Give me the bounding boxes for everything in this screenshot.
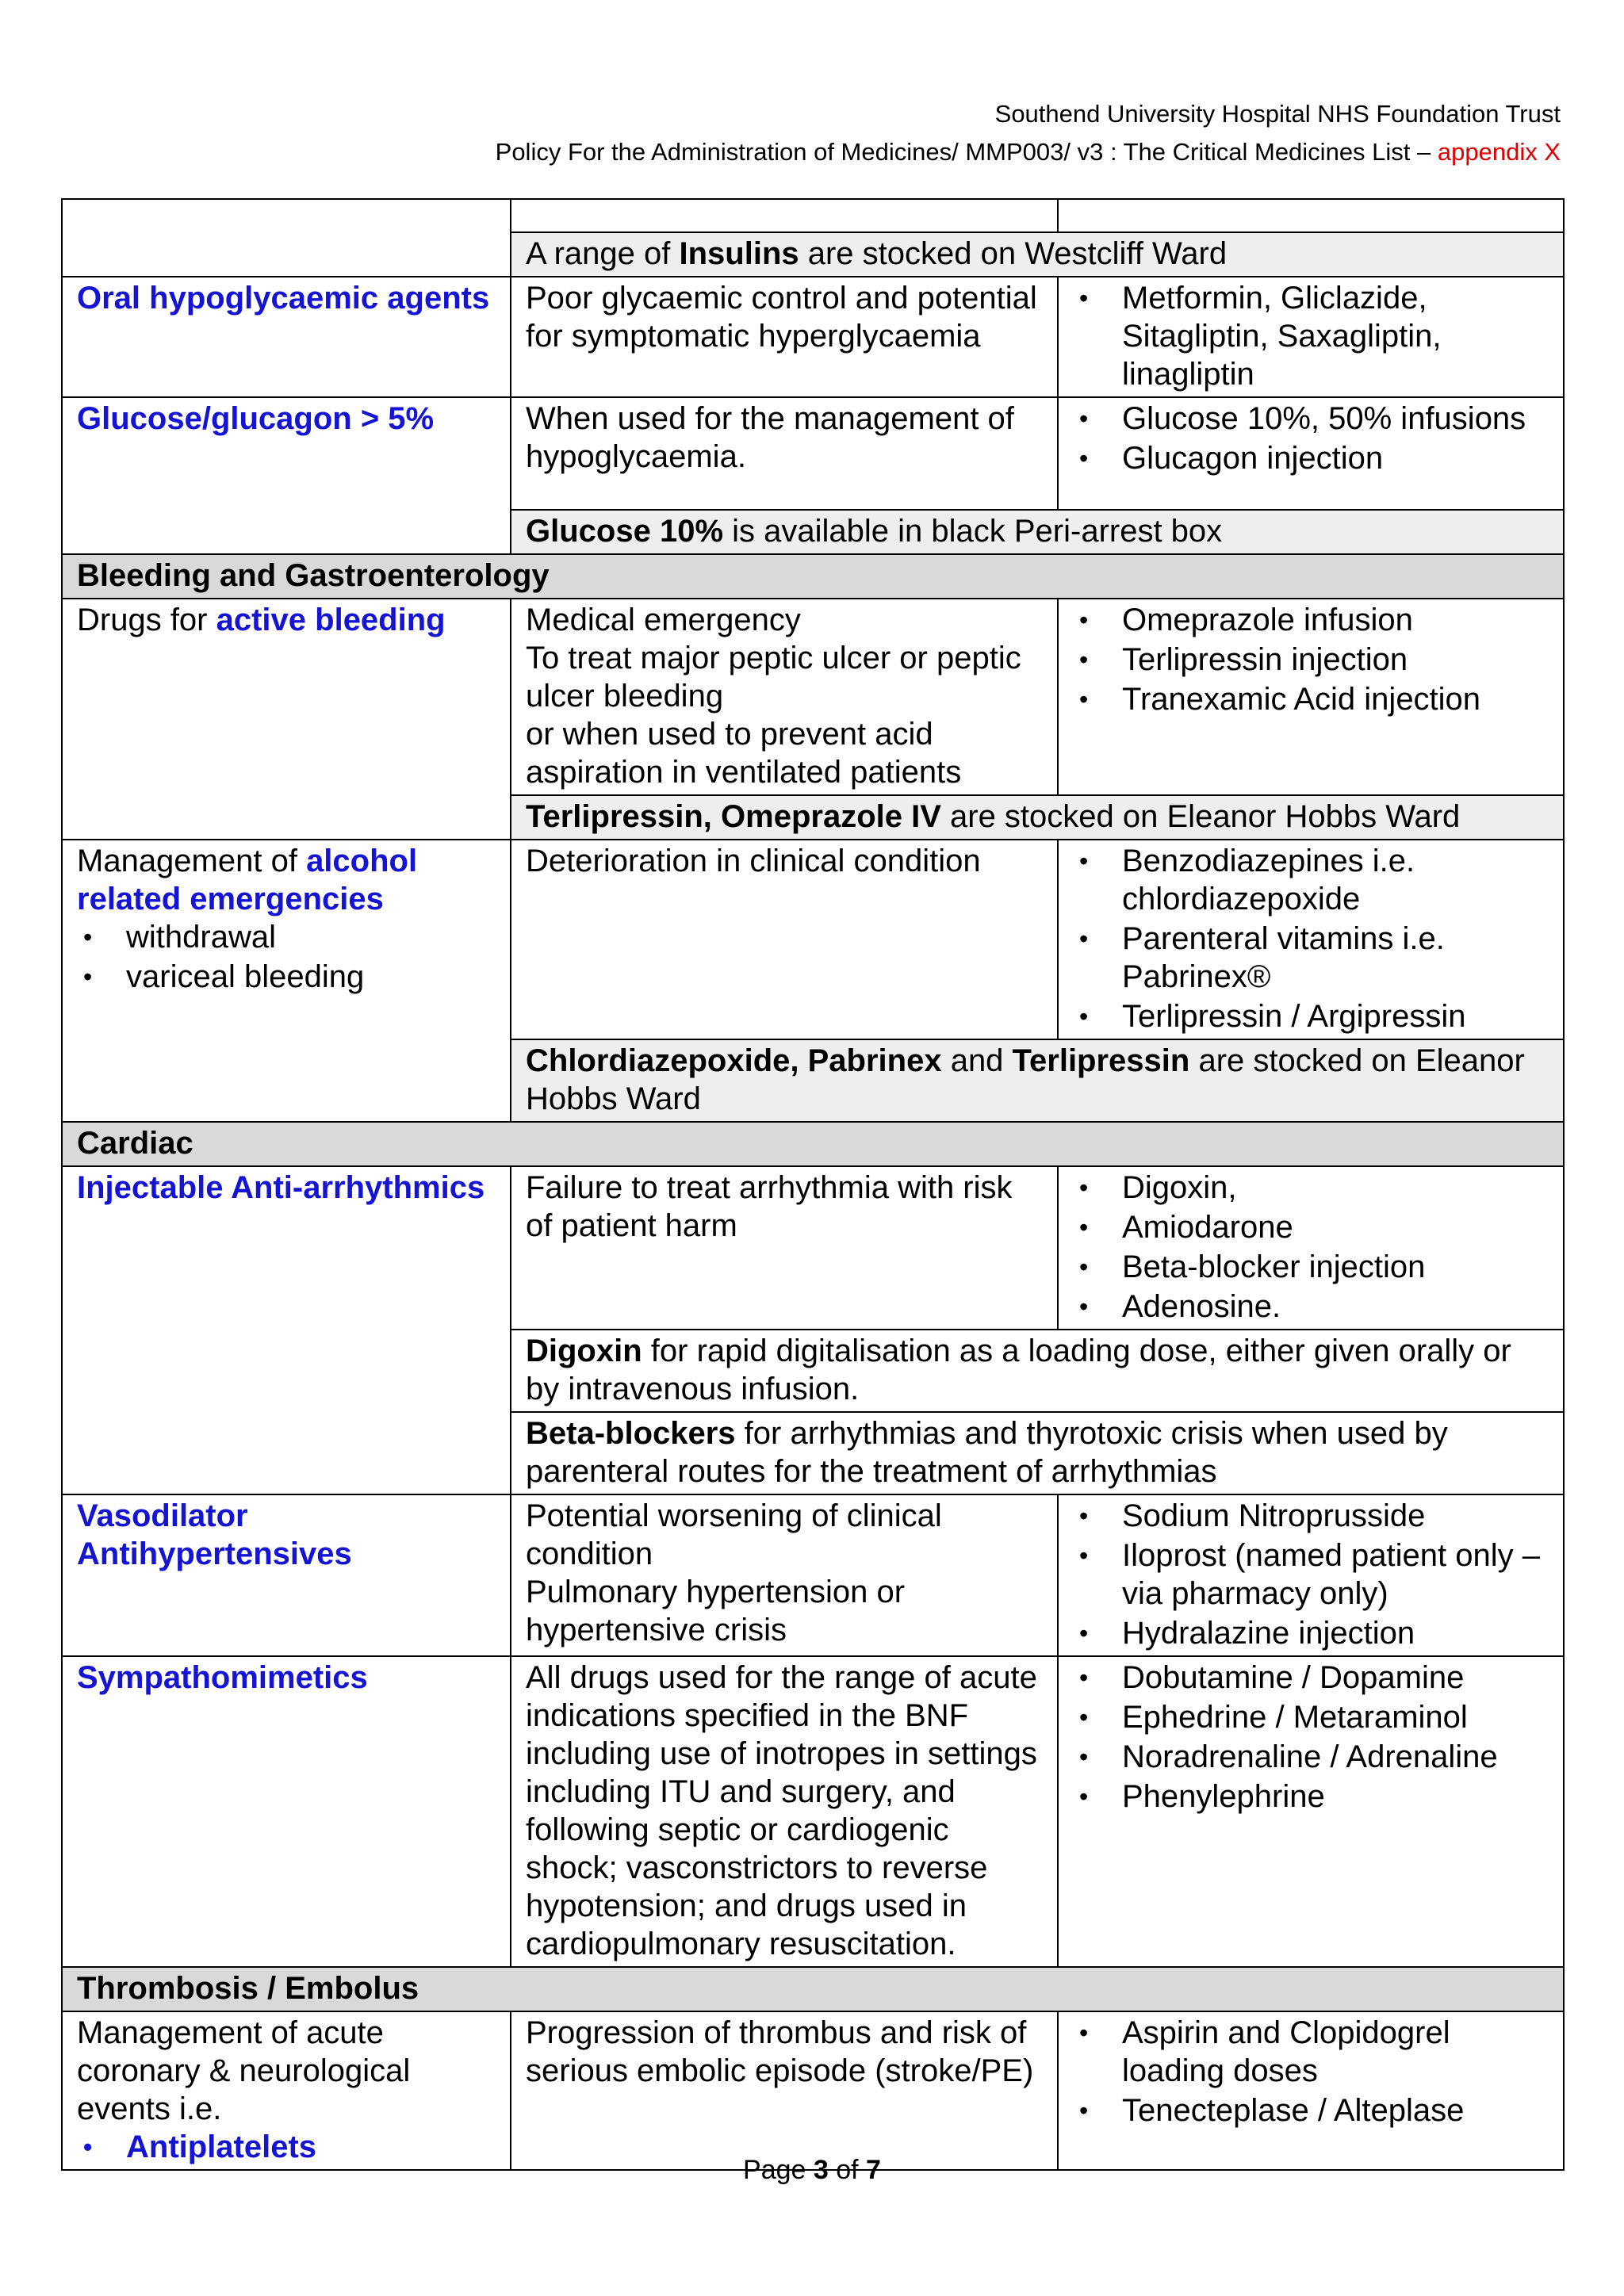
- examples-cell: [1058, 840, 1564, 1039]
- consequence-cell: All drugs used for the range of acute indications specified in the BNF including use of inotropes in settings including ITU and surgery, and following septic or cardiogenic shock; vasconstrictors to reverse hypotension; and drugs used in cardiopulmonary resuscitation.: [511, 1656, 1058, 1967]
- list-item: • Benzodiazepines i.e. chlordiazepoxide: [1073, 842, 1550, 918]
- list-item: • Digoxin,: [1073, 1169, 1550, 1207]
- examples-cell: [1058, 2011, 1564, 2170]
- table-row: [62, 840, 1564, 1039]
- list-item: • Dobutamine / Dopamine: [1073, 1659, 1550, 1697]
- consequence-cell: Medical emergency To treat major peptic ulcer or peptic ulcer bleeding or when used to prevent acid aspiration in ventilated patients: [511, 599, 1058, 795]
- table-row: [62, 1494, 1564, 1656]
- table-row: [62, 2011, 1564, 2170]
- section-title-bleeding: Bleeding and Gastroenterology: [62, 554, 1564, 599]
- list-item: • Iloprost (named patient only –via pharmacy only): [1073, 1536, 1550, 1613]
- policy-title-text: Policy For the Administration of Medicines/ MMP003/ v3 : The Critical Medicines List –: [495, 138, 1438, 166]
- drug-class-acute-coronary: Management of acute coronary & neurological events i.e. • Antiplatelets: [62, 2011, 511, 2170]
- list-item: • Amiodarone: [1073, 1208, 1550, 1246]
- examples-cell: [1058, 599, 1564, 795]
- section-header-row: [62, 554, 1564, 599]
- cell-blank: [62, 199, 511, 277]
- insulin-stock-note: A range of Insulins are stocked on Westcliff Ward: [511, 232, 1564, 277]
- list-item: • Beta-blocker injection: [1073, 1248, 1550, 1286]
- list-item: • Aspirin and Clopidogrel loading doses: [1073, 2014, 1550, 2090]
- section-header-row: [62, 1967, 1564, 2011]
- examples-cell: [1058, 397, 1564, 510]
- beta-blockers-note: Beta-blockers for arrhythmias and thyrotoxic crisis when used by parenteral routes for the treatment of arrhythmias: [511, 1412, 1564, 1494]
- consequence-cell: Poor glycaemic control and potential for symptomatic hyperglycaemia: [511, 277, 1058, 397]
- examples-cell: [1058, 1494, 1564, 1656]
- examples-cell: [1058, 277, 1564, 397]
- drug-class-glucose-glucagon: Glucose/glucagon > 5%: [62, 397, 511, 554]
- examples-cell: [1058, 1166, 1564, 1330]
- consequence-cell: Progression of thrombus and risk of serious embolic episode (stroke/PE): [511, 2011, 1058, 2170]
- page-footer: Page 3 of 7: [743, 2155, 881, 2185]
- active-bleeding-note: Terlipressin, Omeprazole IV are stocked on Eleanor Hobbs Ward: [511, 795, 1564, 840]
- table-row: [62, 1656, 1564, 1967]
- list-item: • Glucagon injection: [1073, 439, 1550, 477]
- list-item: • Sodium Nitroprusside: [1073, 1497, 1550, 1535]
- list-item: • Tenecteplase / Alteplase: [1073, 2091, 1550, 2130]
- drug-class-oral-hypoglycaemic: Oral hypoglycaemic agents: [62, 277, 511, 397]
- consequence-cell: Deterioration in clinical condition: [511, 840, 1058, 1039]
- drug-class-sympathomimetics: Sympathomimetics: [62, 1656, 511, 1967]
- list-item: • Terlipressin / Argipressin: [1073, 997, 1550, 1035]
- drug-class-active-bleeding: Drugs for active bleeding: [62, 599, 511, 840]
- list-item: • Terlipressin injection: [1073, 641, 1550, 679]
- table-row: [62, 277, 1564, 397]
- drug-class-alcohol-emergencies: Management of alcohol related emergencies • withdrawal • variceal bleeding: [62, 840, 511, 1122]
- header-policy-title: [496, 138, 1561, 166]
- examples-cell: [1058, 1656, 1564, 1967]
- list-item: • Noradrenaline / Adrenaline: [1073, 1738, 1550, 1776]
- current-page-number: 3: [813, 2155, 829, 2185]
- list-item: • Ephedrine / Metaraminol: [1073, 1698, 1550, 1736]
- table-row: [62, 397, 1564, 510]
- list-item: • Hydralazine injection: [1073, 1614, 1550, 1652]
- cell-blank: [1058, 199, 1564, 232]
- total-pages: 7: [866, 2155, 881, 2185]
- list-item: • variceal bleeding: [77, 958, 497, 996]
- table-row: [62, 599, 1564, 795]
- list-item: • Metformin, Gliclazide, Sitagliptin, Saxagliptin, linagliptin: [1073, 279, 1550, 393]
- header-organisation: Southend University Hospital NHS Foundation Trust: [994, 100, 1561, 128]
- section-title-cardiac: Cardiac: [62, 1122, 1564, 1166]
- list-item: • Adenosine.: [1073, 1288, 1550, 1326]
- critical-medicines-table: [61, 198, 1565, 2171]
- appendix-label: appendix X: [1437, 138, 1561, 166]
- list-item: • withdrawal: [77, 918, 497, 956]
- cell-blank: [511, 199, 1058, 232]
- alcohol-note: Chlordiazepoxide, Pabrinex and Terlipressin are stocked on Eleanor Hobbs Ward: [511, 1039, 1564, 1122]
- glucose-note: Glucose 10% is available in black Peri-arrest box: [511, 510, 1564, 554]
- digoxin-note: Digoxin for rapid digitalisation as a loading dose, either given orally or by intravenous infusion.: [511, 1330, 1564, 1412]
- list-item: • Phenylephrine: [1073, 1777, 1550, 1816]
- drug-class-vasodilator: Vasodilator Antihypertensives: [62, 1494, 511, 1656]
- list-item: • Omeprazole infusion: [1073, 601, 1550, 639]
- table-row: [62, 1166, 1564, 1330]
- section-title-thrombosis: Thrombosis / Embolus: [62, 1967, 1564, 2011]
- consequence-cell: Failure to treat arrhythmia with risk of patient harm: [511, 1166, 1058, 1330]
- table-row: [62, 199, 1564, 232]
- drug-class-anti-arrhythmics: Injectable Anti-arrhythmics: [62, 1166, 511, 1494]
- list-item: • Glucose 10%, 50% infusions: [1073, 400, 1550, 438]
- consequence-cell: When used for the management of hypoglycaemia.: [511, 397, 1058, 510]
- list-item: • Parenteral vitamins i.e. Pabrinex®: [1073, 920, 1550, 996]
- list-item: • Antiplatelets: [77, 2128, 497, 2166]
- section-header-row: [62, 1122, 1564, 1166]
- consequence-cell: Potential worsening of clinical condition Pulmonary hypertension or hypertensive crisis: [511, 1494, 1058, 1656]
- list-item: • Tranexamic Acid injection: [1073, 680, 1550, 718]
